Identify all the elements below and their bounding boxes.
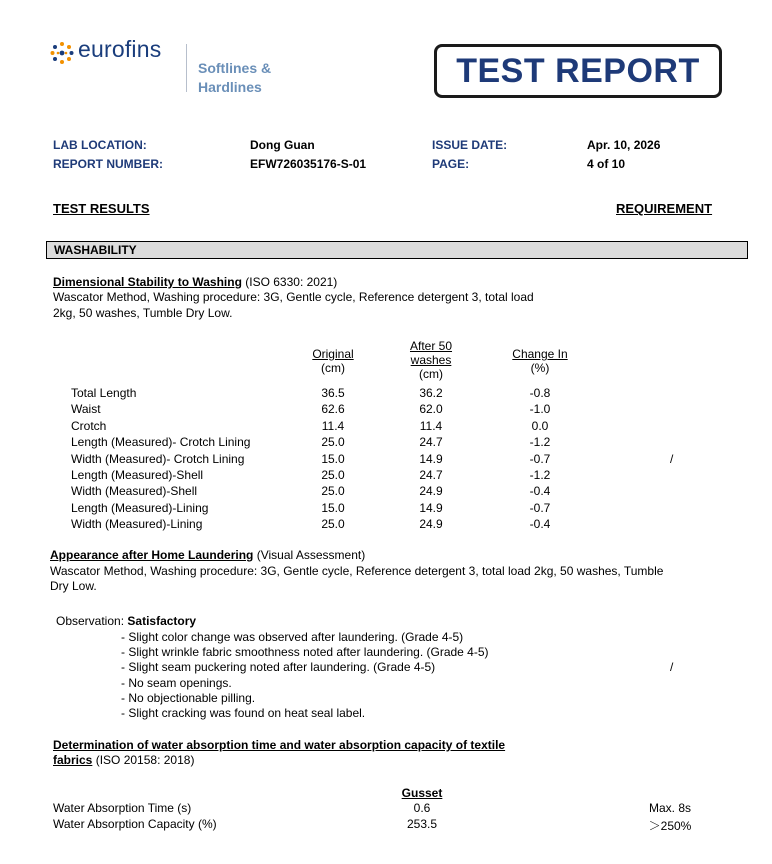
- dim-row-change: -1.2: [529, 435, 551, 450]
- absorption-title-line2: [53, 753, 194, 767]
- dim-row-label: Length (Measured)- Crotch Lining: [71, 435, 251, 450]
- dim-row-original: 25.0: [321, 468, 345, 482]
- dim-row-change: -0.4: [529, 517, 551, 532]
- dim-stability-heading: [53, 275, 337, 289]
- dim-row-change: -0.7: [529, 500, 551, 515]
- dim-row-after: 11.4: [419, 418, 443, 433]
- absorption-row-value: 0.6: [413, 801, 431, 815]
- col-change-title: Change In: [512, 347, 568, 361]
- absorption-row-requirement: Max. 8s: [648, 801, 691, 815]
- logo-subtitle-line2: Hardlines: [198, 79, 262, 95]
- col-after-header: [391, 339, 471, 381]
- washability-section-bar: WASHABILITY: [46, 241, 748, 259]
- absorption-standard: (ISO 20158: 2018): [95, 753, 195, 767]
- appearance-note: (Visual Assessment): [256, 548, 366, 562]
- appearance-desc1: Wascator Method, Washing procedure: 3G, Gentle cycle, Reference detergent 3, total load 2kg, 50 washes, Tumble: [50, 564, 664, 578]
- dim-row-after: 36.2: [419, 386, 443, 400]
- dim-row-original: 25.0: [321, 484, 345, 499]
- observation-item: - Slight cracking was found on heat seal label.: [121, 706, 366, 720]
- dim-row-after: 14.9: [419, 500, 443, 515]
- observation-item: - Slight seam puckering noted after laundering. (Grade 4-5): [121, 660, 436, 675]
- col-change-header: [495, 347, 585, 375]
- dim-row-change: 0.0: [531, 418, 549, 433]
- lab-location-value: Dong Guan: [250, 138, 315, 152]
- logo-divider: [186, 44, 187, 92]
- col-after-unit: (cm): [419, 367, 443, 381]
- dim-row-label: Total Length: [71, 386, 137, 400]
- dim-row-label: Length (Measured)-Lining: [71, 500, 209, 515]
- dim-row-after: 14.9: [419, 451, 443, 466]
- report-number-label: REPORT NUMBER:: [53, 157, 163, 171]
- col-after-title2: washes: [410, 353, 452, 367]
- logo-subtitle: [198, 59, 271, 97]
- dim-stability-standard: (ISO 6330: 2021): [245, 275, 338, 289]
- test-results-heading: TEST RESULTS: [53, 201, 150, 216]
- requirement-heading: REQUIREMENT: [616, 201, 713, 216]
- observation-label: Observation:: [56, 614, 125, 628]
- dim-row-label: Length (Measured)-Shell: [71, 468, 204, 482]
- col-change-unit: (%): [530, 361, 550, 375]
- dim-row-label: Crotch: [71, 418, 107, 433]
- appearance-requirement: /: [670, 660, 674, 674]
- appearance-heading: [50, 548, 365, 562]
- gusset-header: Gusset: [401, 786, 443, 800]
- dim-row-after: 24.9: [419, 484, 443, 499]
- dim-row-original: 25.0: [321, 517, 345, 532]
- dim-row-original: 36.5: [321, 386, 345, 400]
- dim-row-change: -1.0: [529, 402, 551, 417]
- dim-row-original: 15.0: [321, 451, 345, 466]
- dim-row-label: Width (Measured)-Shell: [71, 484, 198, 499]
- logo-subtitle-line1: Softlines &: [198, 60, 272, 76]
- dim-row-label: Width (Measured)-Lining: [71, 517, 203, 532]
- dim-row-original: 62.6: [321, 402, 345, 417]
- col-original-unit: (cm): [321, 361, 345, 375]
- report-number-value: EFW726035176-S-01: [250, 157, 367, 171]
- dim-stability-requirement: /: [670, 452, 674, 466]
- eurofins-logo-icon: [50, 41, 74, 65]
- logo-wordmark: eurofins: [78, 36, 162, 62]
- observation-item: - Slight color change was observed after laundering. (Grade 4-5): [121, 630, 464, 644]
- dim-row-change: -0.4: [529, 484, 551, 499]
- dim-row-change: -0.7: [529, 451, 551, 466]
- observation-value: Satisfactory: [127, 614, 197, 628]
- report-title: TEST REPORT: [434, 44, 722, 98]
- dim-row-original: 25.0: [321, 435, 345, 450]
- dim-stability-title: Dimensional Stability to Washing: [53, 275, 242, 289]
- dim-row-change: -1.2: [529, 468, 551, 482]
- dim-row-after: 24.7: [419, 468, 443, 482]
- dim-row-after: 62.0: [419, 402, 443, 417]
- dim-row-original: 11.4: [321, 418, 345, 433]
- absorption-row-requirement: ＞250%: [648, 819, 692, 833]
- appearance-desc2: Dry Low.: [50, 579, 97, 593]
- appearance-title: Appearance after Home Laundering: [50, 548, 254, 562]
- observation-line: [56, 614, 196, 628]
- observation-item: - Slight wrinkle fabric smoothness noted after laundering. (Grade 4-5): [121, 645, 489, 660]
- observation-item: - No objectionable pilling.: [121, 690, 256, 705]
- dim-row-label: Width (Measured)- Crotch Lining: [71, 451, 245, 466]
- issue-date-label: ISSUE DATE:: [432, 138, 508, 152]
- observation-item: - No seam openings.: [121, 675, 232, 690]
- dim-row-after: 24.7: [419, 435, 443, 450]
- col-original-title: Original: [312, 347, 354, 361]
- dim-stability-desc2: 2kg, 50 washes, Tumble Dry Low.: [53, 306, 233, 320]
- lab-location-label: LAB LOCATION:: [53, 138, 147, 152]
- absorption-row-label: Water Absorption Capacity (%): [53, 817, 217, 831]
- absorption-title-fabrics: fabrics: [53, 753, 93, 767]
- absorption-title-line1: Determination of water absorption time and water absorption capacity of textile: [53, 738, 506, 752]
- page-value: 4 of 10: [587, 157, 626, 171]
- dim-row-label: Waist: [71, 402, 101, 417]
- dim-stability-desc1: Wascator Method, Washing procedure: 3G, Gentle cycle, Reference detergent 3, total load: [53, 290, 534, 304]
- dim-row-after: 24.9: [419, 517, 443, 532]
- issue-date-value: Apr. 10, 2026: [587, 138, 661, 152]
- page-label: PAGE:: [432, 157, 470, 171]
- dim-row-original: 15.0: [321, 500, 345, 515]
- absorption-row-value: 253.5: [406, 817, 438, 831]
- absorption-row-label: Water Absorption Time (s): [53, 801, 192, 815]
- col-original-header: [293, 347, 373, 375]
- dim-row-change: -0.8: [529, 386, 551, 400]
- col-after-title1: After 50: [409, 339, 453, 353]
